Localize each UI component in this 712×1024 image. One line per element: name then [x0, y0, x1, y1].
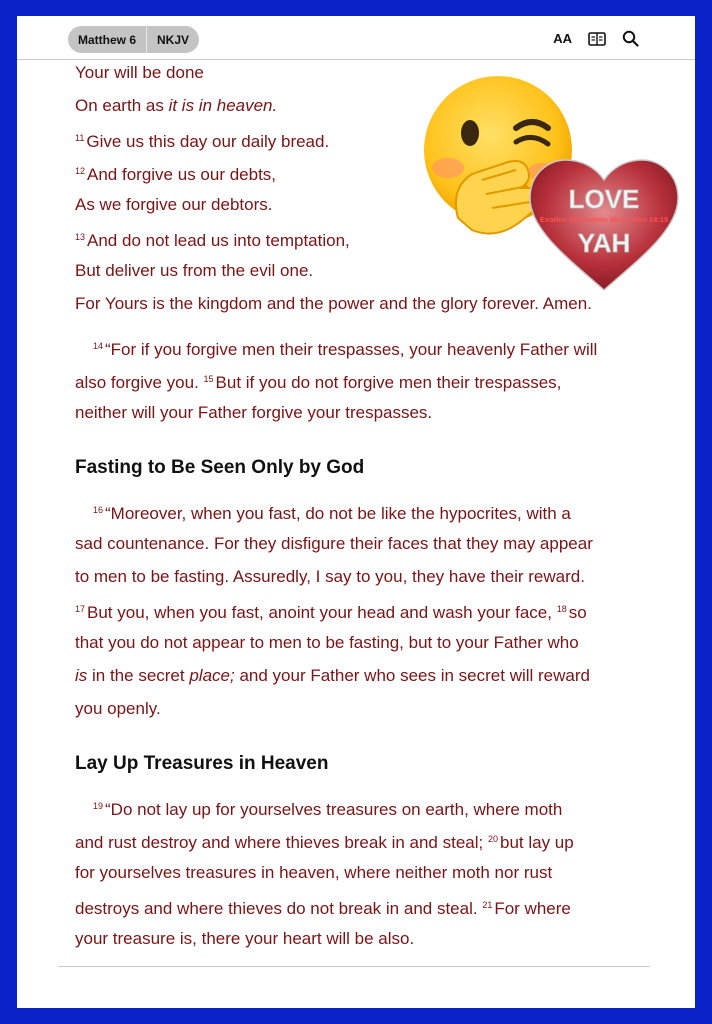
section-heading: Lay Up Treasures in Heaven [75, 753, 329, 774]
verse-line: On earth as it is in heaven. [75, 96, 278, 115]
verse-number[interactable]: 18 [556, 604, 567, 614]
heart-yah-text: YAH [577, 228, 631, 258]
verse-line: As we forgive our debtors. [75, 195, 273, 214]
verse-number[interactable]: 13 [75, 232, 86, 242]
book-chapter-button[interactable]: Matthew 6 [78, 32, 137, 47]
verse-number[interactable]: 21 [482, 900, 493, 910]
search-icon[interactable] [622, 30, 639, 47]
text-size-icon[interactable]: AA [553, 31, 572, 46]
heart-love-text: LOVE [568, 184, 640, 214]
verse-line: $^{13}$ And do not lead us into temptation, [75, 231, 350, 250]
verse-number[interactable]: 11 [75, 133, 85, 143]
reader-page [17, 16, 695, 1008]
emoji-sticker [420, 70, 680, 300]
verse-line: $^{12}$ And forgive us our debts, [75, 165, 277, 184]
verse-line: For Yours is the kingdom and the power and the glory forever. Amen. [75, 294, 592, 313]
verse-line: But deliver us from the evil one. [75, 261, 314, 280]
paragraph: $^{14}$ “For if you forgive men their trespasses, your heavenly Father will also forgive you. $^{15}$ But if you do not forgive men their trespasses, neither will your Father forgive your trespasses. [75, 340, 598, 422]
toolbar-actions [553, 30, 639, 47]
version-button[interactable]: NKJV [157, 32, 190, 47]
passage-selector [68, 26, 199, 53]
verse-line: Your will be done [75, 63, 204, 82]
verse-number[interactable]: 14 [93, 341, 104, 351]
verse-number[interactable]: 16 [93, 505, 104, 515]
verse-number[interactable]: 19 [93, 801, 104, 811]
bottom-divider [58, 966, 650, 967]
verse-line: $^{11}$ Give us this day our daily bread. [75, 132, 330, 151]
heart-refs-text: Exodus 20, Psalms 68:4, John 14:15 [539, 215, 669, 224]
verse-number[interactable]: 12 [75, 166, 86, 176]
top-toolbar [17, 16, 695, 60]
verse-number[interactable]: 17 [75, 604, 86, 614]
verse-number[interactable]: 15 [203, 374, 214, 384]
paragraph: $^{16}$ “Moreover, when you fast, do not be like the hypocrites, with a sad countenance. For they disfigure their faces that they may appear to men to be fasting. Assuredly, I say to you, they have their reward. $^{17}$ But you, when you fast, anoint your head and wash your face, $^{18}$ so that you do not appear to men to be fasting, but to your Father who is in the secret place; and your Father who sees in secret will reward you openly. [75, 504, 593, 718]
section-heading: Fasting to Be Seen Only by God [75, 457, 365, 478]
verse-number[interactable]: 20 [487, 834, 498, 844]
love-heart-icon [530, 160, 678, 290]
paragraph: $^{19}$ “Do not lay up for yourselves treasures on earth, where moth and rust destroy and where thieves break in and steal; $^{20}$ but lay up for yourselves treasures in heaven, where neither moth nor rust destroys and where thieves do not break in and steal. $^{21}$ For where your treasure is, there your heart will be also. [75, 800, 574, 948]
parallel-view-icon[interactable] [588, 32, 606, 46]
